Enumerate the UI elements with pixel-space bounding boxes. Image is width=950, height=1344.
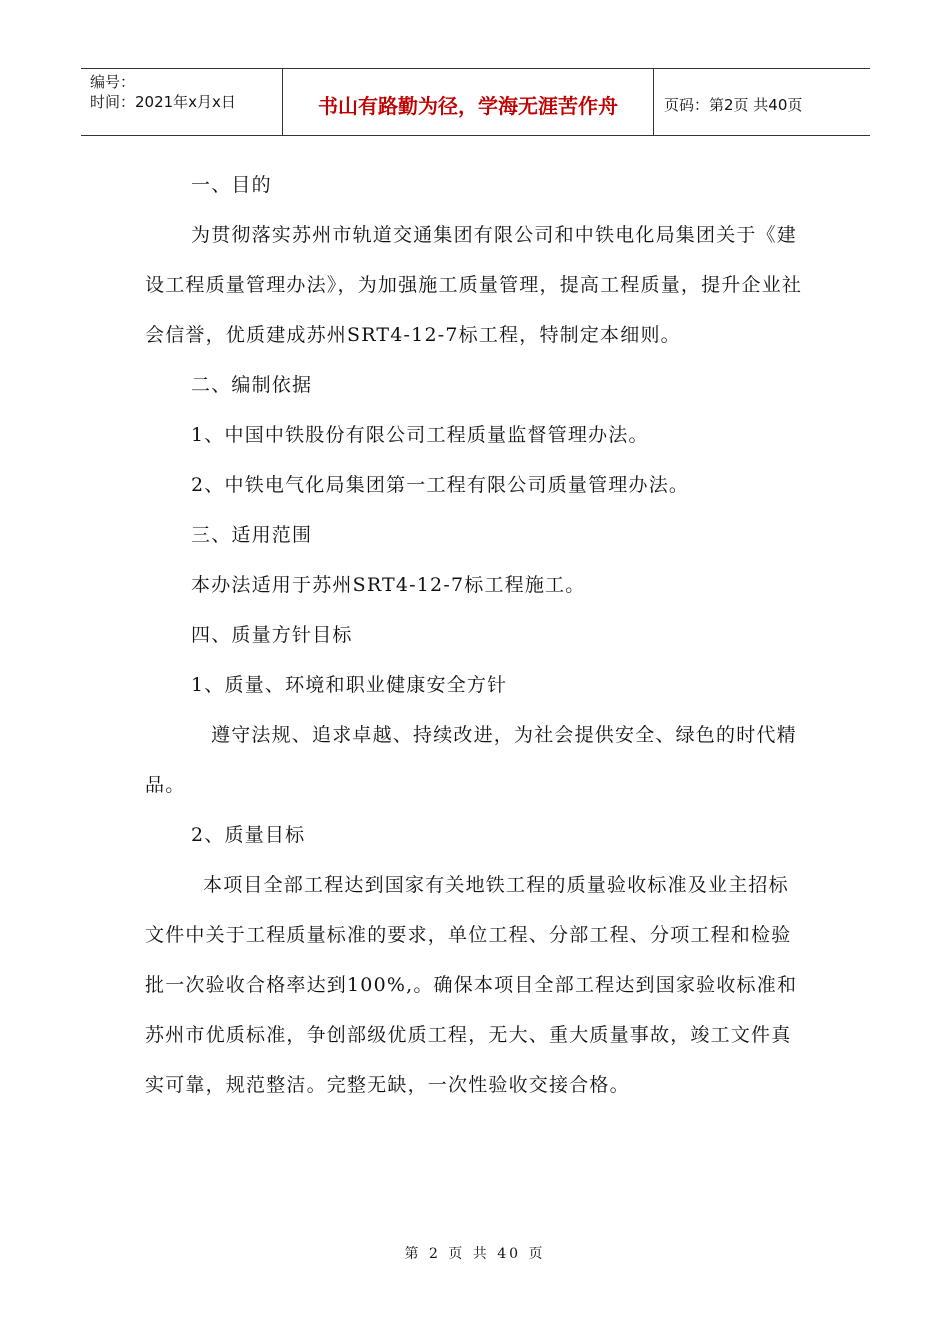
section-1-title: 一、目的 xyxy=(191,174,272,196)
section-2-item-2: 2、中铁电气化局集团第一工程有限公司质量管理办法。 xyxy=(191,474,690,496)
document-body xyxy=(145,160,805,1110)
section-3-title: 三、适用范围 xyxy=(191,524,313,546)
document-time-label: 时间：2021年x月x日 xyxy=(90,93,236,111)
section-4-sub-2-text: 本项目全部工程达到国家有关地铁工程的质量验收标准及业主招标文件中关于工程质量标准的要求，单位工程、分部工程、分项工程和检验批一次验收合格率达到100%,。确保本项目全部工程达到国家验收标准和苏州市优质标准，争创部级优质工程，无大、重大质量事故，竣工文件真实可靠，规范整洁。完整无缺，一次性验收交接合格。 xyxy=(145,874,798,1096)
section-1-text: 为贯彻落实苏州市轨道交通集团有限公司和中铁电化局集团关于《建设工程质量管理办法》，为加强施工质量管理，提高工程质量，提升企业社会信誉，优质建成苏州SRT4-12-7标工程，特制定本细则。 xyxy=(145,224,803,346)
section-4-sub-2: 2、质量目标 xyxy=(191,824,306,846)
header-motto: 书山有路勤为径，学海无涯苦作舟 xyxy=(283,69,654,135)
section-4-sub-1-text: 遵守法规、追求卓越、持续改进，为社会提供安全、绿色的时代精品。 xyxy=(145,724,797,796)
page-footer: 第 2 页 共 40 页 xyxy=(404,1246,546,1262)
header-meta xyxy=(81,69,283,135)
section-2-title: 二、编制依据 xyxy=(191,374,313,396)
page-header xyxy=(81,68,870,136)
section-4-title: 四、质量方针目标 xyxy=(191,624,353,646)
document-number-label: 编号： xyxy=(90,73,136,91)
section-3-text: 本办法适用于苏州SRT4-12-7标工程施工。 xyxy=(191,574,586,596)
section-4-sub-1: 1、质量、环境和职业健康安全方针 xyxy=(191,674,508,696)
header-page-info: 页码：第2页 共40页 xyxy=(664,95,803,114)
section-2-item-1: 1、中国中铁股份有限公司工程质量监督管理办法。 xyxy=(191,424,649,446)
